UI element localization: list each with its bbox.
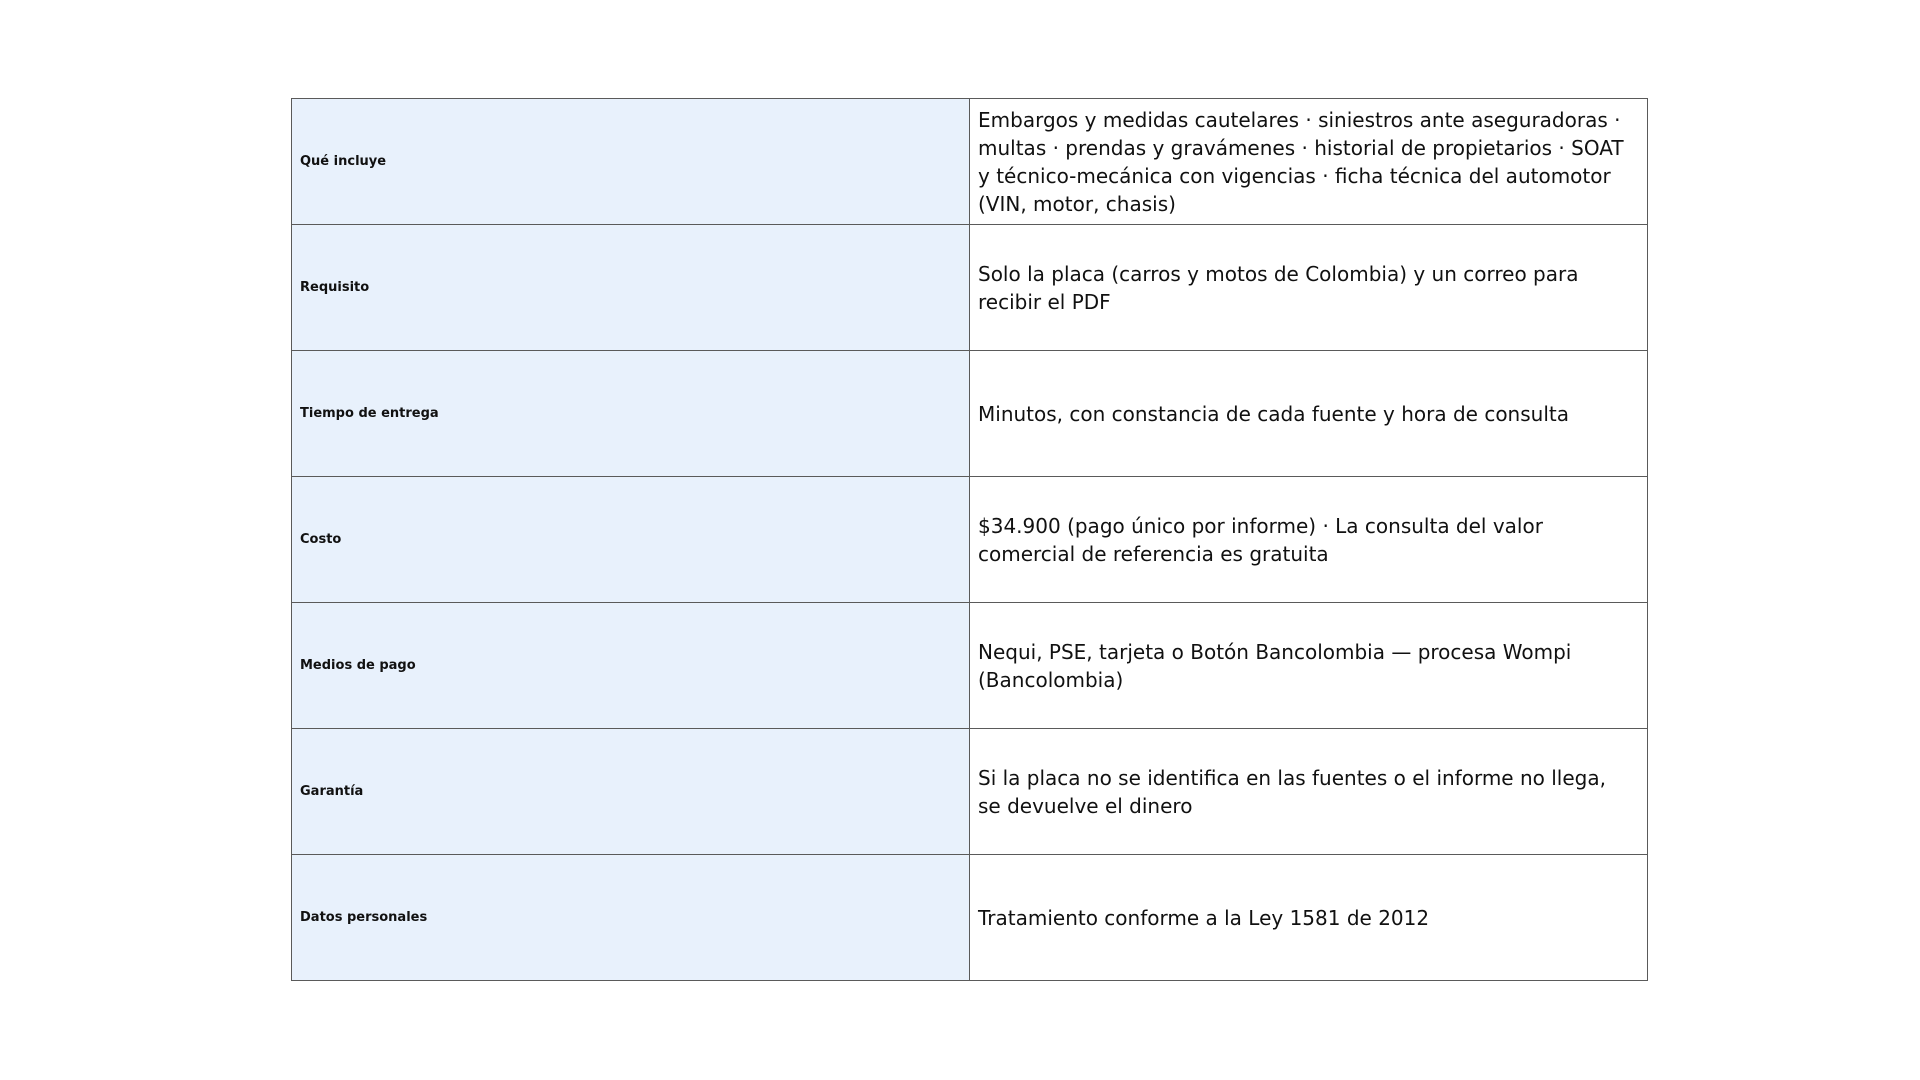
- row-label-cell: [292, 99, 970, 225]
- row-value-cell: [970, 477, 1648, 603]
- row-label: Garantía: [300, 783, 364, 799]
- row-label: Tiempo de entrega: [300, 405, 439, 421]
- row-label-cell: [292, 351, 970, 477]
- row-value-cell: [970, 603, 1648, 729]
- row-label: Datos personales: [300, 909, 428, 925]
- row-label-cell: [292, 603, 970, 729]
- row-label-cell: [292, 225, 970, 351]
- table-row: [292, 99, 1648, 225]
- row-value: Minutos, con constancia de cada fuente y hora de consulta: [978, 401, 1569, 426]
- table-row: [292, 855, 1648, 981]
- row-value: $34.900 (pago único por informe) · La consulta del valor comercial de referencia es gratuita: [978, 513, 1543, 566]
- row-value: Tratamiento conforme a la Ley 1581 de 2012: [978, 905, 1430, 930]
- row-value-cell: [970, 351, 1648, 477]
- row-value: Si la placa no se identifica en las fuentes o el informe no llega, se devuelve el dinero: [978, 765, 1606, 818]
- row-label: Requisito: [300, 279, 370, 295]
- table-row: [292, 351, 1648, 477]
- row-label: Costo: [300, 531, 342, 547]
- row-value: Nequi, PSE, tarjeta o Botón Bancolombia — procesa Wompi (Bancolombia): [978, 639, 1572, 692]
- row-value-cell: [970, 99, 1648, 225]
- row-label: Qué incluye: [300, 153, 387, 169]
- row-label-cell: [292, 729, 970, 855]
- row-value-cell: [970, 729, 1648, 855]
- row-value-cell: [970, 225, 1648, 351]
- row-value: Embargos y medidas cautelares · siniestros ante aseguradoras · multas · prendas y gravámenes · historial de propietarios · SOAT y técnico-mecánica con vigencias · ficha técnica del automotor (VIN, motor, chasis): [978, 107, 1624, 216]
- row-value: Solo la placa (carros y motos de Colombia) y un correo para recibir el PDF: [978, 261, 1579, 314]
- table-row: [292, 477, 1648, 603]
- row-label-cell: [292, 477, 970, 603]
- row-label-cell: [292, 855, 970, 981]
- row-value-cell: [970, 855, 1648, 981]
- table-row: [292, 729, 1648, 855]
- info-table: [291, 98, 1648, 981]
- table-row: [292, 225, 1648, 351]
- table-row: [292, 603, 1648, 729]
- row-label: Medios de pago: [300, 657, 416, 673]
